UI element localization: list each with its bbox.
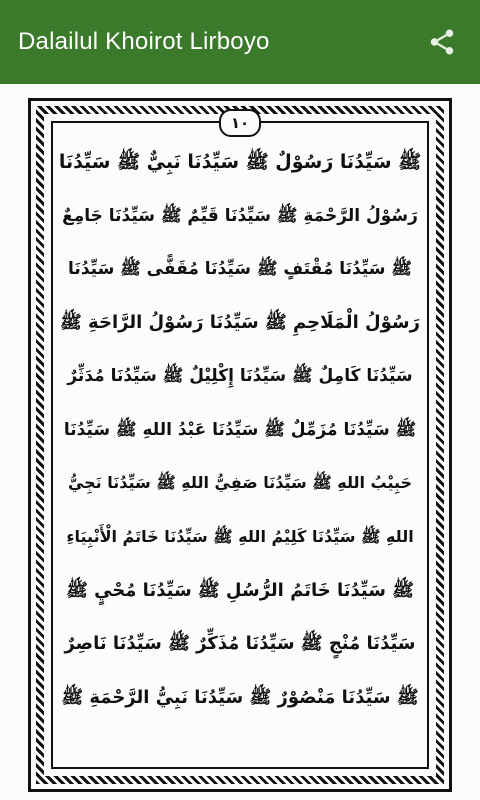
text-line: ﷺ سَيِّدُنَا رَسُوْلٌ ﷺ سَيِّدُنَا نَبِيٌّ ﷺ سَيِّدُنَا [58, 150, 422, 173]
text-panel [51, 114, 429, 769]
text-line: ﷺ سَيِّدُنَا خَاتَمُ الرُّسُلِ ﷺ سَيِّدُنَا مُحْيٍ ﷺ [66, 579, 414, 601]
book-page[interactable] [0, 84, 480, 800]
arabic-text [53, 137, 427, 757]
text-line: رَسُوْلُ الرَّحْمَةِ ﷺ سَيِّدُنَا قَيِّمٌ ﷺ سَيِّدُنَا جَامِعٌ [62, 205, 418, 226]
ornamental-border [28, 98, 452, 792]
text-line: اللهِ ﷺ سَيِّدُنَا كَلِيْمُ اللهِ ﷺ سَيِّدُنَا خَاتَمُ الْأَنْبِيَاءِ [66, 526, 414, 546]
share-icon [427, 27, 457, 57]
text-line: ﷺ سَيِّدُنَا مُقْتَفٍ ﷺ سَيِّدُنَا مُقَفًّى ﷺ سَيِّدُنَا [68, 259, 412, 280]
text-line: سَيِّدُنَا مُنْجٍ ﷺ سَيِّدُنَا مُذَكِّرٌ ﷺ سَيِّدُنَا نَاصِرٌ [64, 633, 416, 655]
text-line: سَيِّدُنَا كَامِلٌ ﷺ سَيِّدُنَا إِكْلِيْلٌ ﷺ سَيِّدُنَا مُدَثِّرٌ [67, 366, 413, 387]
text-line: رَسُوْلُ الْمَلَاحِمِ ﷺ سَيِّدُنَا رَسُوْلُ الرَّاحَةِ ﷺ [60, 312, 420, 334]
share-button[interactable] [424, 24, 460, 60]
text-line: ﷺ سَيِّدُنَا مَنْصُوْرٌ ﷺ سَيِّدُنَا نَبِيُّ الرَّحْمَةِ ﷺ [61, 686, 419, 708]
text-line: حَبِيْبُ اللهِ ﷺ سَيِّدُنَا صَفِيُّ اللهِ ﷺ سَيِّدُنَا نَجِيُّ [67, 473, 413, 493]
page-number: ١٠ [219, 109, 261, 137]
app-title: Dalailul Khoirot Lirboyo [18, 28, 270, 55]
text-line: ﷺ سَيِّدُنَا مُزَمِّلٌ ﷺ سَيِّدُنَا عَبْدُ اللهِ ﷺ سَيِّدُنَا [63, 419, 417, 440]
app-bar [0, 0, 480, 84]
